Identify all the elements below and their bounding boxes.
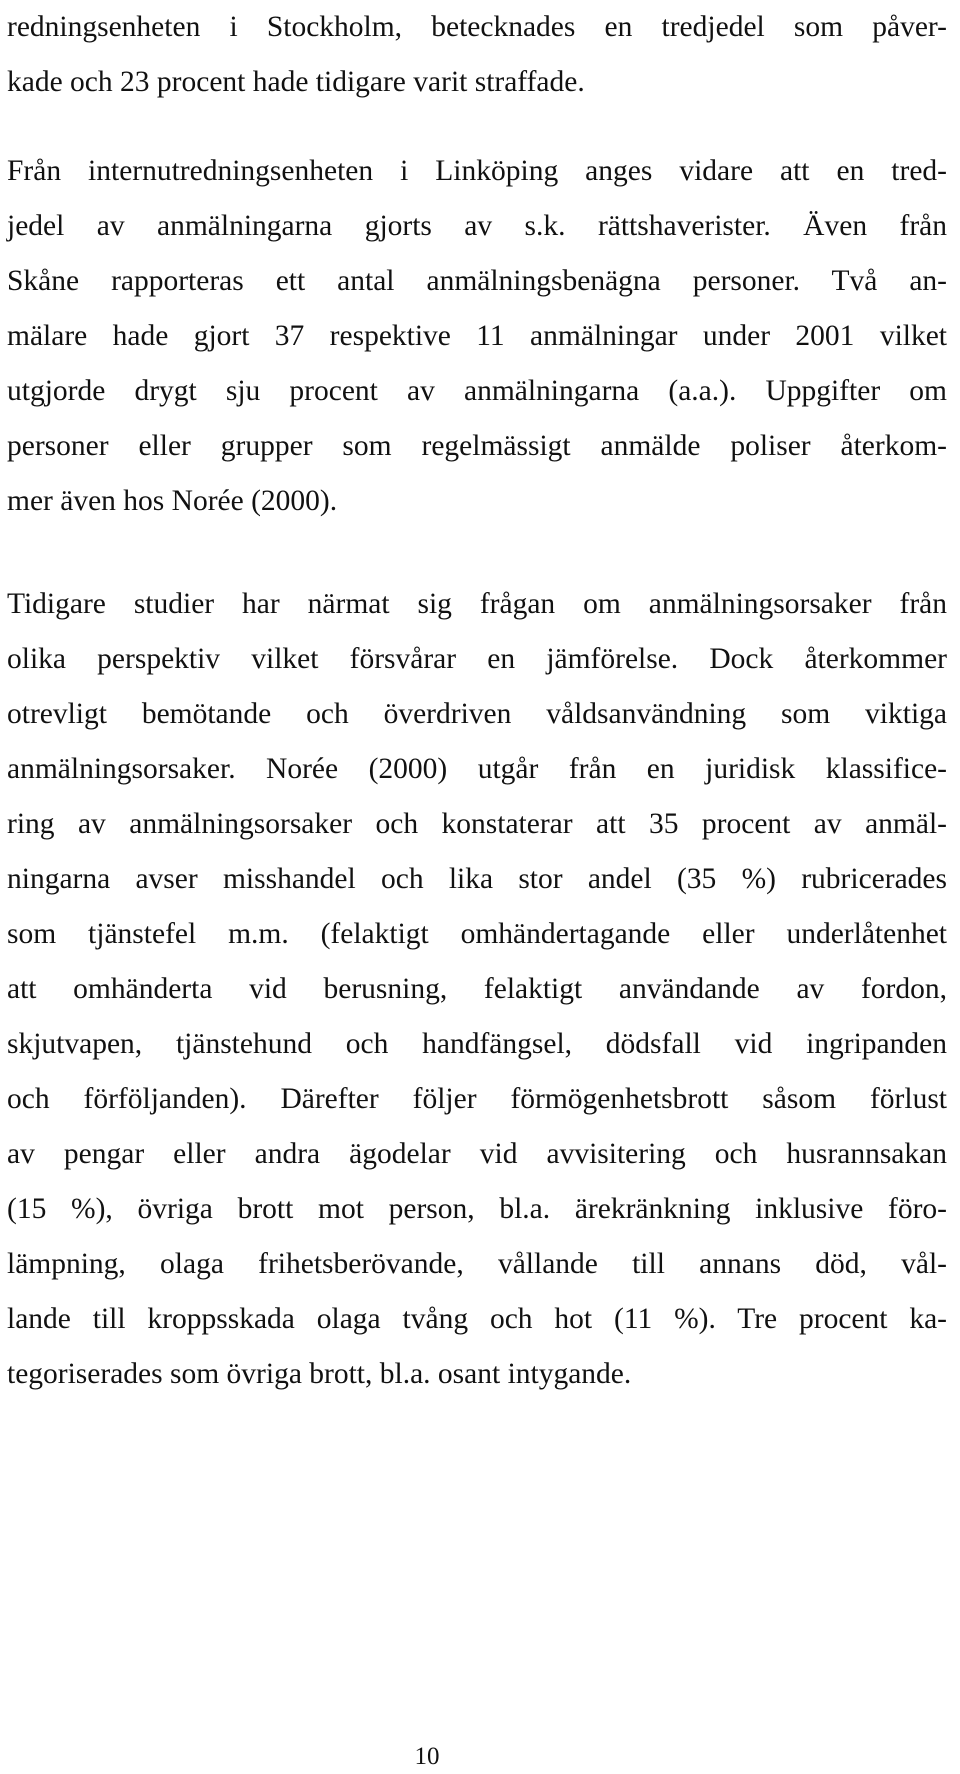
text-line: lande till kroppsskada olaga tvång och hot (11 %). Tre procent ka- (7, 1303, 947, 1335)
text-line: tegoriserades som övriga brott, bl.a. osant intygande. (7, 1358, 632, 1390)
text-line: lämpning, olaga frihetsberövande, vållande till annans död, vål- (7, 1248, 947, 1280)
text-line: ningarna avser misshandel och lika stor andel (35 %) rubricerades (7, 863, 947, 895)
text-line: redningsenheten i Stockholm, betecknades en tredjedel som påver- (7, 11, 947, 43)
text-line: otrevligt bemötande och överdriven våldsanvändning som viktiga (7, 698, 947, 730)
text-line: Tidigare studier har närmat sig frågan om anmälningsorsaker från (7, 588, 947, 620)
text-line: personer eller grupper som regelmässigt anmälde poliser återkom- (7, 430, 947, 462)
text-line: anmälningsorsaker. Norée (2000) utgår från en juridisk klassifice- (7, 753, 947, 785)
text-line: kade och 23 procent hade tidigare varit straffade. (7, 66, 585, 98)
text-line: mälare hade gjort 37 respektive 11 anmälningar under 2001 vilket (7, 320, 947, 352)
paragraph-3 (7, 577, 947, 1402)
page-number: 10 (414, 1743, 440, 1770)
text-line: som tjänstefel m.m. (felaktigt omhändertagande eller underlåtenhet (7, 918, 947, 950)
paragraph-2 (7, 144, 947, 529)
text-line: ring av anmälningsorsaker och konstaterar att 35 procent av anmäl- (7, 808, 947, 840)
text-line: olika perspektiv vilket försvårar en jämförelse. Dock återkommer (7, 643, 947, 675)
text-line: mer även hos Norée (2000). (7, 485, 338, 517)
text-line: jedel av anmälningarna gjorts av s.k. rättshaverister. Även från (7, 210, 947, 242)
text-line: och förföljanden). Därefter följer förmögenhetsbrott såsom förlust (7, 1083, 947, 1115)
text-line: Från internutredningsenheten i Linköping anges vidare att en tred- (7, 155, 947, 187)
text-line: skjutvapen, tjänstehund och handfängsel, dödsfall vid ingripanden (7, 1028, 947, 1060)
text-line: av pengar eller andra ägodelar vid avvisitering och husrannsakan (7, 1138, 947, 1170)
text-line: Skåne rapporteras ett antal anmälningsbenägna personer. Två an- (7, 265, 947, 297)
paragraph-1 (7, 0, 947, 110)
text-line: utgjorde drygt sju procent av anmälningarna (a.a.). Uppgifter om (7, 375, 947, 407)
text-line: att omhänderta vid berusning, felaktigt användande av fordon, (7, 973, 947, 1005)
text-line: (15 %), övriga brott mot person, bl.a. ärekränkning inklusive föro- (7, 1193, 947, 1225)
